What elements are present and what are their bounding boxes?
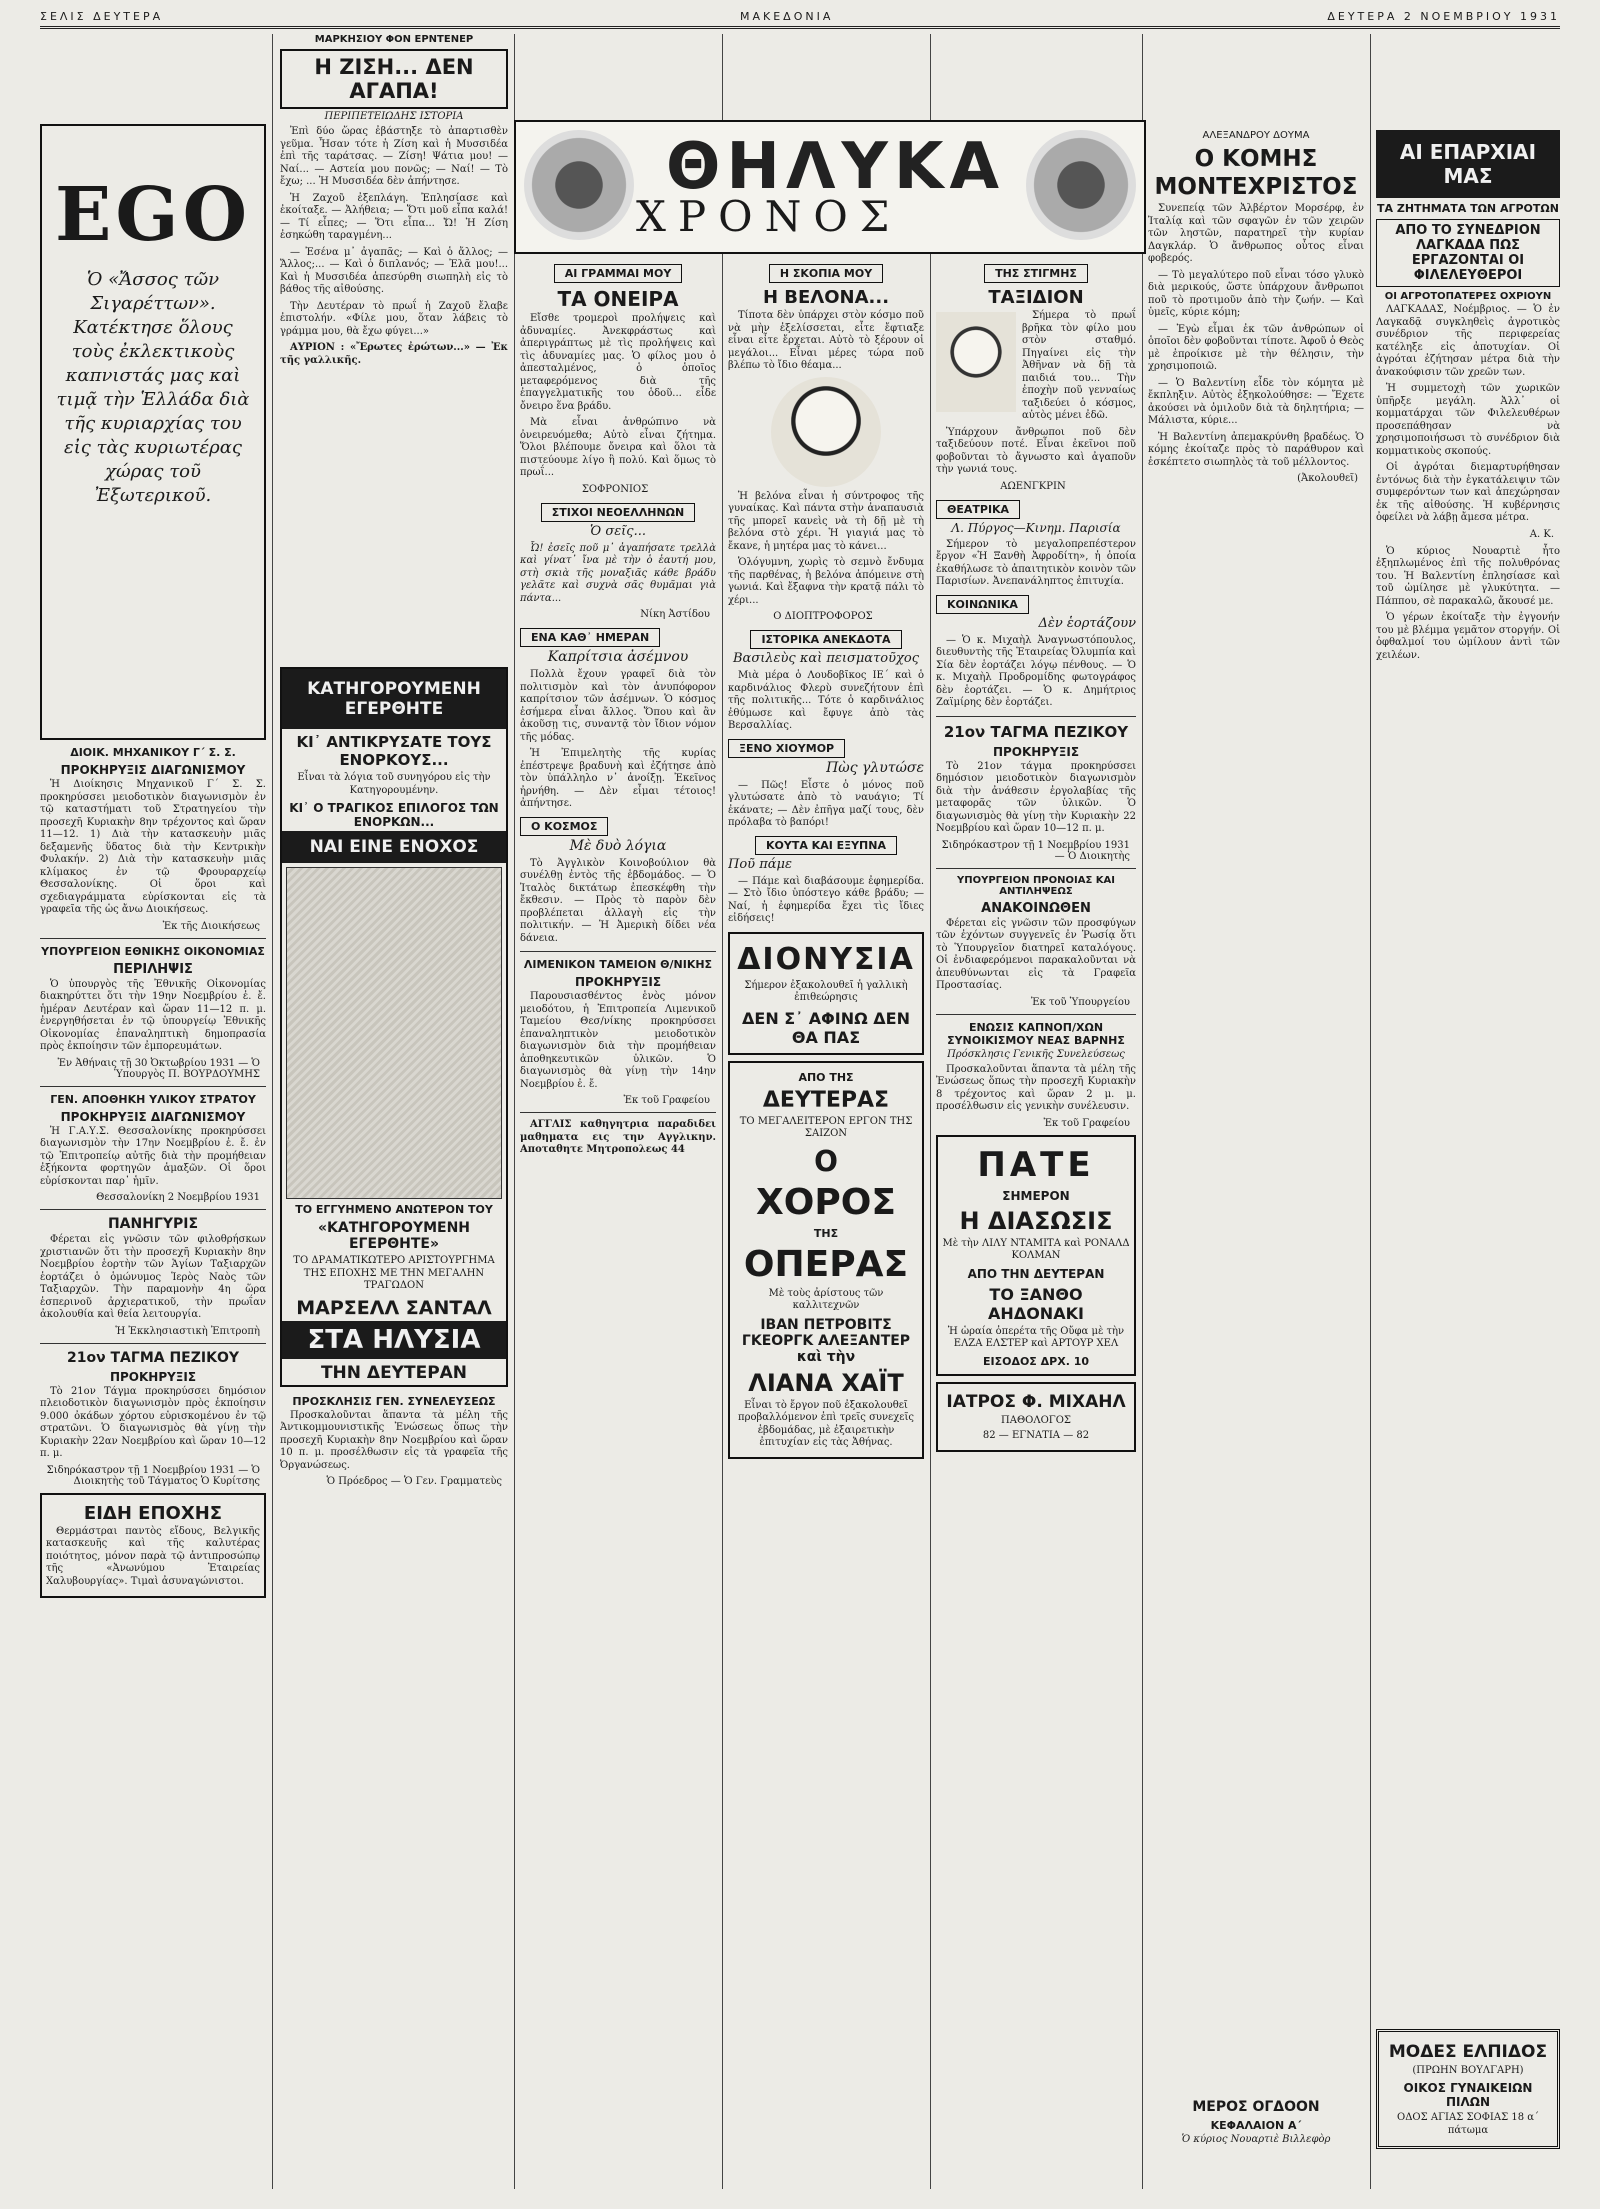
ad-line: ΣΤΑ ΗΛΥΣΙΑ [282, 1321, 506, 1359]
ad-line: Η ΔΙΑΣΩΣΙΣ [959, 1206, 1113, 1235]
notice-signature: Σιδηρόκαστρον τῇ 1 Νοεμβρίου 1931 — Ὁ Διοικητὴς [941, 839, 1130, 862]
serial-text: — Ὁ Βαλεντίνη εἶδε τὸν κόμητα μὲ ἔκπληξιν. Αὐτὸς ἐξηκολούθησε: — Ἔχετε ἀκούσει νὰ ὁμιλοῦν διὰ τὰ δηλητήρια; — Μάλιστα, κύριε... [1148, 377, 1364, 426]
serial-text: Συνεπείᾳ τῶν Ἀλβέρτον Μορσέρφ, ἐν Ἰταλίᾳ καὶ τῶν σφαγῶν ἐν τῶν χειρῶν τῶν ληστῶν, παρατηρεῖ τὴν κυρίαν Δαγκλάρ. Ὁ ἄνθρωπος οὗτος εἶναι φοβερός. [1148, 203, 1364, 264]
doctor-advertisement [936, 1382, 1136, 1452]
ad-line: Ο [814, 1144, 838, 1178]
story-text: — Ἐσένα μ᾽ ἀγαπᾶς; — Καὶ ὁ ἄλλος; — Ἄλλος;... — Καὶ ὁ διπλανός; — Ἐλᾶ μου!... Καὶ ἡ Μυσσιδέα ἀπεσύρθη σιωπηλὴ εἰς τὸ βάθος τῆς αἰθούσης. [280, 246, 508, 295]
ad-line: ΔΕΝ Σ᾽ ΑΦΙΝΩ ΔΕΝ ΘΑ ΠΑΣ [742, 1008, 910, 1047]
ad-line: ΛΙΑΝΑ ΧΑΪΤ [748, 1368, 904, 1397]
article-text: Πολλὰ ἔχουν γραφεῖ διὰ τὸν πολιτισμὸν καὶ τὸν ἀνυπόφορον καπρίτσιον τῶν ἀσέμνων. Ὁ κόσμος ἐσήμερα εἶναι ἄλλος. Ὅπου καὶ ἂν ἀκοῦσῃ τις, συναντᾷ τὸν ἴδιον νόμον τῆς μόδας. [520, 669, 716, 743]
section-tab: Η ΣΚΟΠΙΑ ΜΟΥ [769, 264, 883, 283]
article-headline: Η ΒΕΛΟΝΑ... [762, 287, 890, 308]
serial-text: Ὁ κύριος Νουαρτιὲ ἦτο ἐξηπλωμένος ἐπὶ τῆς πολυθρόνας του. Ἡ Βαλεντίνη ἐπλησίασε καὶ τοῦ ὡμίλησε μὲ γλυκύτητα. — Πάππου, σὲ παρακαλῶ, ἄκουσέ με. [1376, 545, 1560, 607]
portrait-sketch-icon [936, 312, 1016, 412]
article-text: — Ὁ κ. Μιχαὴλ Ἀναγνωστόπουλος, διευθυντὴς τῆς Ἑταιρείας Ὀλυμπία καὶ Σία δὲν ἑορτάζει λόγῳ πένθους. — Ὁ κ. Μιχαὴλ Προδρομίδης φωτογράφος δὲν ἑορτάζει. — Ὁ κ. Δημήτριος Ζαϊμίρης δὲν ἑορτάζει. [936, 634, 1136, 708]
article-signature: Α. Κ. [1529, 528, 1554, 540]
story-headline: Η ΖΙΣΗ... ΔΕΝ ΑΓΑΠΑ! [280, 49, 508, 109]
section-subheading: ΤΑ ΖΗΤΗΜΑΤΑ ΤΩΝ ΑΓΡΟΤΩΝ [1377, 202, 1559, 215]
ego-advertisement [40, 124, 266, 740]
section-tab: ΙΣΤΟΡΙΚΑ ΑΝΕΚΔΟΤΑ [750, 630, 901, 649]
article-headline: ΤΑ ΟΝΕΙΡΑ [557, 287, 679, 311]
cinema-advertisement [280, 667, 508, 1387]
poem-signature: Νίκη Ἀστίδου [640, 609, 710, 620]
ad-line: ΔΙΟΝΥΣΙΑ [737, 941, 915, 977]
ego-title: EGO [54, 172, 252, 258]
ad-line: «ΚΑΤΗΓΟΡΟΥΜΕΝΗ ΕΓΕΡΘΗΤΕ» [317, 1220, 471, 1252]
ad-line: ΤΟ ΞΑΝΘΟ ΑΗΔΟΝΑΚΙ [988, 1284, 1084, 1323]
divider [520, 1112, 716, 1113]
notice-text: Προσκαλοῦνται ἅπαντα τὰ μέλη τῆς Ἀντικομμουνιστικῆς Ἐνώσεως ὅπως τὴν προσεχῆ Κυριακὴν 8ην Νοεμβρίου καὶ ὥραν 10 π. μ. προσέλθωσιν εἰς τὰ γραφεῖα τῆς Ὀργανώσεως. [280, 1409, 508, 1471]
ad-line: Σήμερον ἐξακολουθεῖ ἡ γαλλικὴ ἐπιθεώρησις [744, 979, 908, 1003]
notice-text: Τὸ 21ον Τάγμα προκηρύσσει δημόσιον πλειοδοτικὸν διαγωνισμὸν πρὸς ἐκποίησιν 9.000 ὀκάδων χόρτου εὑρισκομένου ἐν τῷ στρατῶνι. Ὁ διαγωνισμὸς θὰ γίνῃ τὴν Κυριακὴν 22αν Νοεμβρίου καὶ ὥραν 10—12 π. μ. [40, 1385, 266, 1459]
cinema-advertisement [936, 1135, 1136, 1376]
woman-illustration-icon [524, 130, 634, 240]
ad-line: ΤΗΣ [813, 1226, 839, 1240]
masthead-band [40, 8, 1560, 29]
story-text: Ἡ Ζαχοῦ ἐξεπλάγη. Ἐπλησίασε καὶ ἐκοίταξε. — Ἀλήθεια; — Ὅτι μοῦ εἶπα καλά! — Τί εἶπες; — Ὅτι εἶπα... Ὤ! Ἡ Ζίση ἐσηκώθη ταραγμένη... [280, 192, 508, 241]
serial-text: Ὁ γέρων ἐκοίταξε τὴν ἐγγονήν του μὲ βλέμμα γεμᾶτον στοργήν. Οἱ ὀφθαλμοί του ὡμίλουν ἀντὶ τῶν χειλέων. [1376, 612, 1560, 661]
column-rule [722, 34, 723, 2189]
ad-line: (ΠΡΩΗΝ ΒΟΥΛΓΑΡΗ) [1412, 2064, 1524, 2076]
article-text: Σήμερον τὸ μεγαλοπρεπέστερον ἔργον «Ἡ Ξανθὴ Ἀφροδίτη», ἡ ὁποία ἐκαθήλωσε τὸ ἀπαιτητικὸν κοινὸν τῶν Παρισίων. Ἀνεπανάληπτος ἐπιτυχία. [936, 538, 1136, 587]
notice-heading: ΥΠΟΥΡΓΕΙΟΝ ΕΘΝΙΚΗΣ ΟΙΚΟΝΟΜΙΑΣ [41, 944, 265, 958]
ad-line: ΔΕΥΤΕΡΑΣ [762, 1087, 890, 1113]
ad-line: ΟΙΚΟΣ ΓΥΝΑΙΚΕΙΩΝ ΠΙΛΩΝ [1403, 2081, 1533, 2109]
article-headline: Καπρίτσια ἀσέμνου [547, 649, 689, 665]
notice-signature: Σιδηρόκαστρον τῇ 1 Νοεμβρίου 1931 — Ὁ Διοικητὴς τοῦ Τάγματος Ὁ Κυρίτσης [46, 1464, 260, 1487]
article-headline: Ποῦ πάμε [728, 856, 792, 872]
ad-line: ΚΑΤΗΓΟΡΟΥΜΕΝΗ ΕΓΕΡΘΗΤΕ [282, 669, 506, 729]
ad-line: Εἶναι τὰ λόγια τοῦ συνηγόρου εἰς τὴν Κατηγορουμένην. [297, 772, 491, 796]
article-text: — Πάμε καὶ διαβάσουμε ἐφημερίδα. — Στὸ ἴδιο ὑπόστεγο κάθε βράδυ; — Ναί, ἡ ἐφημερίδα ἔχει τὶς ἴδιες εἰδήσεις! [728, 875, 924, 924]
ad-line: ΟΔΟΣ ΑΓΙΑΣ ΣΟΦΙΑΣ 18 α΄ πάτωμα [1397, 2112, 1539, 2136]
cinema-advertisement [728, 1061, 924, 1459]
ad-line: ΙΑΤΡΟΣ Φ. ΜΙΧΑΗΛ [946, 1391, 1126, 1412]
notice-subheading: ΠΡΟΚΗΡΥΞΙΣ [574, 975, 662, 989]
article-text: Ὁλόγυμνη, χωρὶς τὸ σεμνὸ ἔνδυμα τῆς παρθένας, ἡ βελόνα ἀπόμεινε στὴ γωνιά. Καὶ ἔξαφνα τὴν κρατᾷ πάλι τὸ χέρι... [728, 557, 924, 606]
column-6 [1148, 34, 1364, 2189]
classified-ad: ΑΓΓΛΙΣ καθηγητρια παραδιδει μαθηματα εις την Αγγλικην. Αποταθητε Μητροπολεως 44 [520, 1119, 716, 1155]
column-rule [514, 34, 515, 2189]
divider [40, 1343, 266, 1344]
ad-line: ΜΟΔΕΣ ΕΛΠΙΔΟΣ [1388, 2041, 1548, 2062]
ad-line: Ἡ ὡραία ὀπερέτα τῆς Οὔφα μὲ τὴν ΕΛΖΑ ΕΛΣΤΕΡ καὶ ΑΡΤΟΥΡ ΧΕΛ [947, 1325, 1125, 1349]
notice-text: Ὁ ὑπουργὸς τῆς Ἐθνικῆς Οἰκονομίας διακηρύττει ὅτι τὴν 19ην Νοεμβρίου ἐ. ἔ. ἡμέραν Δευτέραν καὶ ὥραν 11—12 π. μ. ἐνεργηθήσεται ἐν τῷ ὑπουργείῳ Ἐθνικῆς Οἰκονομίας ἐπαναληπτικὴ δημοπρασία πρὸς ἐκποίησιν τῶν ἐμπορευμάτων. [40, 978, 266, 1052]
section-headline: ΑΙ ΕΠΑΡΧΙΑΙ ΜΑΣ [1376, 130, 1560, 198]
divider [40, 1209, 266, 1210]
article-subheading: ΟΙ ΑΓΡΟΤΟΠΑΤΕΡΕΣ ΟΧΡΙΟΥΝ [1384, 291, 1552, 302]
ad-line: ΣΗΜΕΡΟΝ [1002, 1188, 1070, 1203]
actress-portrait-image [286, 867, 502, 1199]
article-text: Οἱ ἀγρόται διεμαρτυρήθησαν ἐντόνως διὰ τὴν ἐγκατάλειψιν τῶν συμφερόντων των καὶ ἀπεχώρησαν ἐκ τῆς αἰθούσης. Ἡ κυβέρνησις ὀφείλει νὰ λάβῃ ἄμεσα μέτρα. [1376, 462, 1560, 523]
article-text: Ἡ βελόνα εἶναι ἡ σύντροφος τῆς γυναίκας. Καὶ πάντα στὴν ἀναπαυσιὰ τῆς μπορεῖ κανεὶς νὰ τὴ δῇ μὲ τὴ βελόνα στὸ χέρι. Ἡ γιαγιά μας τὸ ἔκανε, ἡ μητέρα μας τὸ κάνει... [728, 490, 924, 552]
ad-line: ΚΙ᾽ ΑΝΤΙΚΡΥΣΑΤΕ ΤΟΥΣ ΕΝΟΡΚΟΥΣ... [296, 733, 492, 769]
story-text: Ἐπὶ δύο ὥρας ἐβάστηξε τὸ ἀπαρτισθὲν γεῦμα. Ἦσαν τότε ἡ Ζίση καὶ ἡ Μυσσιδέα ἐπὶ τῆς ταράτσας. — Ζίση! Ψάτια μου! — Ναί... — Αστεία μου πονῶς; — Ναί! — Τὸ ἔχω; ... Ἡ Μυσσιδέα δὲν ἀπήντησε. [280, 126, 508, 187]
notice-heading: ΛΙΜΕΝΙΚΟΝ ΤΑΜΕΙΟΝ Θ/ΝΙΚΗΣ [523, 958, 713, 971]
ad-heading: ΕΙΔΗ ΕΠΟΧΗΣ [83, 1502, 223, 1524]
column-rule [272, 34, 273, 2189]
notice-heading: ΠΡΟΣΚΛΗΣΙΣ ΓΕΝ. ΣΥΝΕΛΕΥΣΕΩΣ [292, 1394, 496, 1408]
divider [936, 868, 1136, 869]
section-tab: ΚΟΙΝΩΝΙΚΑ [936, 595, 1029, 614]
article-signature: Ο ΔΙΟΠΤΡΟΦΟΡΟΣ [773, 611, 873, 622]
notice-heading: ΠΑΝΗΓΥΡΙΣ [107, 1216, 199, 1232]
serial-text: — Ἐγὼ εἶμαι ἐκ τῶν ἀνθρώπων οἱ ὁποῖοι δὲν φοβοῦνται τίποτε. Ἀφοῦ ὁ Θεὸς μὲ ἐπροίκισε μὲ τὴν θέλησιν, τὴν χρησιμοποιῶ. [1148, 323, 1364, 372]
notice-text: Ἡ Διοίκησις Μηχανικοῦ Γ΄ Σ. Σ. προκηρύσσει μειοδοτικὸν διαγωνισμὸν ἐν τῷ καταστήματι τοῦ Στρατηγείου τὴν προσεχῆ Κυριακὴν 8ην τρέχοντος καὶ ὥραν 11—12. 1) Διὰ τὴν κατασκευὴν μιᾶς δεξαμενῆς ὕδατος διὰ τὴν Κεντρικὴν Φυλακήν. 2) Διὰ τὴν κατασκευὴν μιᾶς κλίμακος ἐν τῷ Φρουραρχείῳ Θεσσαλονίκης. Οἱ ὅροι καὶ σχεδιαγράμματα εὑρίσκονται εἰς τὰ γραφεῖα τῆς ὡς ἄνω Διοικήσεως. [40, 779, 266, 915]
ad-line: ΤΟ ΔΡΑΜΑΤΙΚΩΤΕΡΟ ΑΡΙΣΤΟΥΡΓΗΜΑ ΤΗΣ ΕΠΟΧΗΣ ΜΕ ΤΗΝ ΜΕΓΑΛΗΝ ΤΡΑΓΩΔΟΝ [293, 1255, 495, 1291]
article-text: — Πῶς! Εἶστε ὁ μόνος ποῦ γλυτώσατε ἀπὸ τὸ ναυάγιο; Τί ἐκάνατε; — Δὲν ἐπῆγα μαζί τους, δὲν πρόλαβα τὸ βαπόρι! [728, 779, 924, 828]
masthead-right: ΔΕΥΤΕΡΑ 2 ΝΟΕΜΒΡΙΟΥ 1931 [1327, 10, 1560, 23]
story-text: Τὴν Δευτέραν τὸ πρωΐ ἡ Ζαχοῦ ἔλαβε ἐπιστολήν. «Φίλε μου, ὅταν λάβεις τὸ γράμμα μου, θὰ ἔχω φύγει...» [280, 300, 508, 337]
divider [40, 1086, 266, 1087]
section-tab: ΤΗΣ ΣΤΙΓΜΗΣ [984, 264, 1088, 283]
divider [936, 716, 1136, 717]
ad-line: 82 — ΕΓΝΑΤΙΑ — 82 [982, 1430, 1090, 1441]
article-text: Εἴσθε τρομεροὶ προλήψεις καὶ ἀδυναμίες. Ἀνεκφράστως καὶ ἀπεριγράπτως μὲ τὶς προλήψεις καὶ τὶς ἀδυναμίες μας. Ὁ φίλος μου ὁ ἀπεσταλμένος, ὁ ὁποῖος μεταφερόμενος διὰ τῆς ἐπαγγελματικῆς του ὁδοῦ... εἶδε ὄνειρο ἕνα βράδυ. [520, 313, 716, 412]
notice-subheading: ΠΕΡΙΛΗΨΙΣ [113, 961, 193, 977]
notice-subheading: ΠΡΟΚΗΡΥΞΙΣ [109, 1369, 197, 1384]
article-headline: ΑΠΟ ΤΟ ΣΥΝΕΔΡΙΟΝ ΛΑΓΚΑΔΑ ΠΩΣ ΕΡΓΑΖΟΝΤΑΙ ΟΙ ΦΙΛΕΛΕΥΘΕΡΟΙ [1376, 219, 1560, 287]
section-tab: ΚΟΥΤΑ ΚΑΙ ΕΞΥΠΝΑ [755, 836, 897, 855]
column-2 [280, 34, 508, 2189]
masthead-center: ΜΑΚΕΔΟΝΙΑ [740, 10, 834, 23]
notice-signature: Ἐκ τοῦ Γραφείου [623, 1095, 710, 1106]
hat-shop-advertisement [1376, 2029, 1560, 2150]
notice-signature: Ἐκ τῆς Διοικήσεως [162, 920, 260, 932]
notice-heading: ΔΙΟΙΚ. ΜΗΧΑΝΙΚΟΥ Γ΄ Σ. Σ. [70, 746, 236, 759]
ad-line: Μὲ τοὺς ἀρίστους τῶν καλλιτεχνῶν [768, 1287, 884, 1311]
woman-illustration-icon [1026, 130, 1136, 240]
advertisement-box [40, 1493, 266, 1599]
notice-text: Προσκαλοῦνται ἅπαντα τὰ μέλη τῆς Ἐνώσεως ὅπως τὴν προσεχῆ Κυριακὴν 8 τρέχοντος καὶ ὥραν 2 μ. μ. προσέλθωσιν εἰς γενικὴν συνέλευσιν. [936, 1063, 1136, 1112]
story-text: ΑΥΡΙΟΝ : «Ἔρωτες ἐρώτων...» — Ἐκ τῆς γαλλικῆς. [280, 342, 508, 366]
ad-line: ΤΟ ΜΕΓΑΛΕΙΤΕΡΟΝ ΕΡΓΟΝ ΤΗΣ ΣΑΙΖΟΝ [739, 1115, 913, 1139]
notice-text: Φέρεται εἰς γνῶσιν τῶν φιλοθρήσκων χριστιανῶν ὅτι τὴν προσεχῆ Κυριακὴν 8ην Νοεμβρίου ἑορτὴν τῶν Ἁγίων Ταξιαρχῶν ἑορτάζει ὁ ὁμώνυμος Ἱερὸς Ναὸς τῶν Ταξιαρχῶν. Τὴν παραμονὴν 4η ὥρα ἑσπερινοῦ ἀρχιερατικοῦ, τὴν πρωΐαν ἀκολουθία καὶ θεία λειτουργία. [40, 1234, 266, 1320]
section-tab: ΣΤΙΧΟΙ ΝΕΟΕΛΛΗΝΩΝ [541, 503, 695, 522]
column-4 [728, 262, 924, 2189]
column-3 [520, 262, 716, 2189]
ego-text: Ὁ «Ἄσσος τῶν Σιγαρέττων». Κατέκτησε ὅλους τοὺς ἐκλεκτικοὺς καπνιστάς μας καὶ τιμᾷ τὴν Ἑλλάδα διὰ τῆς κυριαρχίας του εἰς τὰς κυριωτέρας χώρας τοῦ Ἐξωτερικοῦ. [56, 269, 250, 506]
poem-title: Ὁ σεῖς... [590, 523, 646, 539]
notice-text: Φέρεται εἰς γνῶσιν τῶν προσφύγων τῶν ἐχόντων συγγενεῖς ἐν Ῥωσίᾳ ὅτι τὸ Ὑπουργεῖον διατηρεῖ καταλόγους. Οἱ ἐνδιαφερόμενοι παρακαλοῦνται νὰ ἀπευθύνωνται εἰς τὰ Γραφεῖα Προστασίας. [936, 917, 1136, 991]
serial-chapter-title: Ὁ κύριος Νουαρτιὲ Βιλλεφὸρ [1181, 2134, 1331, 2145]
ad-line: ΝΑΙ ΕΙΝΕ ΕΝΟΧΟΣ [282, 831, 506, 863]
article-headline: Δὲν ἑορτάζουν [1038, 615, 1136, 631]
column-rule [1142, 34, 1143, 2189]
article-headline: Μὲ δυὸ λόγια [569, 837, 667, 854]
notice-subheading: ΠΡΟΚΗΡΥΞΙΣ ΔΙΑΓΩΝΙΣΜΟΥ [60, 1109, 246, 1124]
ad-line: ΙΒΑΝ ΠΕΤΡΟΒΙΤΣ ΓΚΕΟΡΓΚ ΑΛΕΞΑΝΤΕΡ καὶ τὴν [741, 1316, 911, 1365]
article-text: ΛΑΓΚΑΔΑΣ, Νοέμβριος. — Ὁ ἐν Λαγκαδᾷ συγκληθεὶς ἀγροτικὸς συνέδριον τῆς περιφερείας κατέληξε εἰς ἀποτυχίαν. Οἱ ἀγρόται ἐζήτησαν μέτρα διὰ τὴν ἀνακούφισιν τῶν χρεῶν των. [1376, 304, 1560, 378]
article-text: Τὸ Ἀγγλικὸν Κοινοβούλιον θὰ συνέλθῃ ἐντὸς τῆς ἑβδομάδος. — Ὁ Ἰταλὸς δικτάτωρ ἐπεσκέφθη τὴν ἔκθεσιν. — Πρὸς τὸ παρὸν δὲν προβλέπεται ἀλλαγὴ εἰς τὴν πολιτικήν. — Ἡ Ἀμερικὴ δίδει νέα δάνεια. [520, 857, 716, 944]
column-rule [930, 34, 931, 2189]
notice-text: Ἡ Γ.Α.Υ.Σ. Θεσσαλονίκης προκηρύσσει διαγωνισμὸν τὴν 17ην Νοεμβρίου ἐ. ἔ. ἐν τῷ Ἐπιτροπείῳ αὐτῆς διὰ τὴν προμήθειαν ἐξήκοντα φορτηγῶν ἁμαξῶν. Οἱ ὅροι εὑρίσκονται παρ᾽ ἡμῖν. [40, 1125, 266, 1187]
notice-subheading: ΠΡΟΚΗΡΥΞΙΣ [992, 744, 1080, 759]
article-headline: Βασιλεὺς καὶ πεισματοῦχος [733, 651, 919, 666]
notice-signature: Ὁ Πρόεδρος — Ὁ Γεν. Γραμματεὺς [326, 1476, 502, 1487]
article-text: Ὑπάρχουν ἄνθρωποι ποῦ δὲν ταξιδεύουν ποτέ. Εἶναι ἐκεῖνοι ποῦ φοβοῦνται τὸ ἄγνωστο καὶ ἀγαποῦν τὴν γωνιά τους. [936, 426, 1136, 475]
article-text: Τίποτα δὲν ὑπάρχει στὸν κόσμο ποῦ νὰ μὴν ἐξελίσσεται, εἶτε ἔφτιαξε εἶναι εἶτε ἔρχεται. Αὐτὸ τὸ ξέρουν οἱ μεγάλοι... Εἶναι μέρες τώρα ποῦ βλέπω τὸ ἴδιο θέαμα... [728, 310, 924, 371]
notice-heading: 21ον ΤΑΓΜΑ ΠΕΖΙΚΟΥ [943, 722, 1129, 741]
story-subheading: ΠΕΡΙΠΕΤΕΙΩΔΗΣ ΙΣΤΟΡΙΑ [324, 111, 464, 122]
notice-subheading: ΑΝΑΚΟΙΝΩΘΕΝ [981, 900, 1091, 916]
story-kicker: ΜΑΡΚΗΣΙΟΥ ΦΟΝ ΕΡΝΤΕΝΕΡ [314, 34, 474, 45]
serial-part: ΜΕΡΟΣ ΟΓΔΟΟΝ [1192, 2099, 1320, 2115]
column-rule [1370, 34, 1371, 2189]
serial-title: Ο ΚΟΜΗΣ ΜΟΝΤΕΧΡΙΣΤΟΣ [1154, 146, 1358, 200]
divider [40, 938, 266, 939]
notice-signature: Ἐκ τοῦ Γραφείου [1043, 1117, 1130, 1129]
notice-signature: Θεσσαλονίκη 2 Νοεμβρίου 1931 [96, 1192, 260, 1203]
ad-line: ΟΠΕΡΑΣ [743, 1243, 909, 1285]
section-tab: ΑΙ ΓΡΑΜΜΑΙ ΜΟΥ [554, 264, 683, 283]
article-text: Σήμερα τὸ πρωΐ βρῆκα τὸν φίλο μου στὸν σταθμό. Πηγαίνει εἰς τὴν Ἀθῆναν νὰ δῇ τὰ παιδιά του... Τὴν ἐποχὴν ποῦ γενναίως ταξιδεύει ὁ κόσμος, αὐτὸς μένει ἐδῶ. [1022, 310, 1136, 421]
ad-line: ΤΗΝ ΔΕΥΤΕΡΑΝ [320, 1362, 468, 1383]
ad-text: Θερμάστραι παντὸς εἴδους, Βελγικῆς κατασκευῆς καὶ τῆς καλυτέρας ποιότητος, μόνον παρὰ τῷ ἀντιπροσώπῳ τῆς «Ἀνωνύμου Ἑταιρείας Χαλυβουργίας». Τιμαὶ ἀσυναγώνιστοι. [46, 1525, 260, 1587]
theater-advertisement [728, 932, 924, 1055]
ad-line: ΑΠΟ ΤΗΣ [798, 1070, 854, 1084]
ad-line: ΠΑΤΕ [977, 1144, 1095, 1185]
divider [936, 1014, 1136, 1015]
column-7 [1376, 34, 1560, 2189]
divider [520, 951, 716, 952]
ad-line: ΕΙΣΟΔΟΣ ΔΡΧ. 10 [982, 1354, 1090, 1368]
notice-signature: Ἐν Ἀθήναις τῇ 30 Ὀκτωβρίου 1931 — Ὁ Ὑπουργὸς Π. ΒΟΥΡΔΟΥΜΗΣ [57, 1057, 260, 1080]
notice-heading: ΥΠΟΥΡΓΕΙΟΝ ΠΡΟΝΟΙΑΣ ΚΑΙ ΑΝΤΙΛΗΨΕΩΣ [956, 874, 1115, 897]
serial-text: — Τὸ μεγαλύτερο ποῦ εἶναι τόσο γλυκὸ διὰ μερικούς, ὥστε ὑπάρχουν ἄνθρωποι ποῦ τὸ προτιμοῦν ἀπὸ τὴν ζωήν. — Καὶ ὑμεῖς, κύριε κόμη; [1148, 269, 1364, 318]
notice-text: Παρουσιασθέντος ἑνὸς μόνον μειοδότου, ἡ Ἐπιτροπεία Λιμενικοῦ Ταμείου Θεσ/νίκης προκηρύσσει ἐπαναληπτικὸν μειοδοτικὸν διαγωνισμὸν διὰ τὴν προμήθειαν ἀποθηκευτικῶν ὑλικῶν. Ὁ διαγωνισμὸς θὰ γίνῃ τὴν 14ην Νοεμβρίου ἐ. ἔ. [520, 991, 716, 1090]
masthead-left: ΣΕΛΙΣ ΔΕΥΤΕΡΑ [40, 10, 164, 23]
notice-heading: 21ον ΤΑΓΜΑ ΠΕΖΙΚΟΥ [67, 1349, 239, 1366]
section-tab: Ο ΚΟΣΜΟΣ [520, 817, 608, 836]
article-signature: ΣΟΦΡΟΝΙΟΣ [581, 483, 649, 495]
ad-line: ΤΟ ΕΓΓΥΗΜΕΝΟ ΑΝΩΤΕΡΟΝ ΤΟΥ [295, 1203, 493, 1216]
column-5 [936, 262, 1136, 2189]
article-text: Ἡ Ἐπιμελητὴς τῆς κυρίας ἐπέστρεψε βραδυνὴ καὶ ἐζήτησε ἀπὸ τὸν ὑπάλληλο ν᾽ ἀνοίξῃ. Ἐκεῖνος ἠρνήθη. — Δὲν εἶμαι τέτοιος! ἀπήντησε. [520, 748, 716, 809]
notice-subheading: ΠΡΟΚΗΡΥΞΙΣ ΔΙΑΓΩΝΙΣΜΟΥ [60, 763, 246, 777]
serial-text: Ἡ Βαλεντίνη ἀπεμακρύνθη βραδέως. Ὁ κόμης ἐκοίταζε πρὸς τὸ παράθυρον καὶ ἐσκέπτετο σιωπηλὸς τὰ τοῦ μέλλοντος. [1148, 431, 1364, 468]
ad-line: Εἶναι τὸ ἔργον ποῦ ἐξακολουθεῖ προβαλλόμενον ἐπὶ τρεῖς συνεχεῖς ἑβδομάδας, μὲ ἐξαιρετικὴν ἐπιτυχίαν εἰς τὰς Ἀθήνας. [738, 1399, 914, 1448]
column-1 [40, 34, 266, 2189]
serial-author: ΑΛΕΞΑΝΔΡΟΥ ΔΟΥΜΑ [1202, 130, 1310, 141]
ad-line: ΠΑΘΟΛΟΓΟΣ [1001, 1414, 1071, 1426]
article-signature: ΑΩΕΝΓΚΡΙΝ [1000, 480, 1066, 492]
article-headline: Πὼς γλυτώσε [826, 759, 924, 776]
notice-signature: Ἡ Ἐκκλησιαστικὴ Ἐπιτροπὴ [115, 1325, 260, 1337]
ad-line: ΑΠΟ ΤΗΝ ΔΕΥΤΕΡΑΝ [967, 1266, 1105, 1281]
serial-chapter: ΚΕΦΑΛΑΙΟΝ Α΄ [1210, 2119, 1302, 2132]
section-tab: ΘΕΑΤΡΙΚΑ [936, 500, 1020, 519]
article-headline: ΤΑΞΙΔΙΟΝ [988, 287, 1084, 308]
article-text: Ἡ συμμετοχὴ τῶν χωρικῶν ὑπῆρξε μεγάλη. Ἀλλ᾽ οἱ κομματάρχαι τῶν Φιλελευθέρων προσεπάθησαν νὰ χρησιμοποιήσωσι τὸ συνέδριον διὰ κομματικοὺς σκοπούς. [1376, 383, 1560, 457]
notice-heading: ΕΝΩΣΙΣ ΚΑΠΝΟΠ/ΧΩΝ ΣΥΝΟΙΚΙΣΜΟΥ ΝΕΑΣ ΒΑΡΝΗΣ [947, 1020, 1125, 1047]
notice-text: Τὸ 21ον τάγμα προκηρύσσει δημόσιον μειοδοτικὸν διαγωνισμὸν διὰ τὴν ἀνάθεσιν ἐργολαβίας τῆς μεταφορᾶς τῶν ὑλικῶν. Ὁ διαγωνισμὸς θὰ γίνῃ τὴν Κυριακὴν 22 Νοεμβρίου καὶ ὥραν 10—12 π. μ. [936, 760, 1136, 834]
notice-signature: Ἐκ τοῦ Ὑπουργείου [1030, 996, 1130, 1008]
banner-title: ΘΗΛΥΚΑ [666, 130, 1005, 204]
cartoon-face-icon [771, 377, 881, 487]
banner-subtitle: ΧΡΟΝΟΣ [636, 192, 902, 241]
serial-continued: (Ἀκολουθεῖ) [1297, 473, 1358, 484]
section-banner [514, 120, 1146, 254]
section-tab: ΞΕΝΟ ΧΙΟΥΜΟΡ [728, 739, 845, 758]
section-tab: ΕΝΑ ΚΑΘ᾽ ΗΜΕΡΑΝ [520, 628, 660, 647]
notice-subheading: Πρόσκλησις Γενικῆς Συνελεύσεως [947, 1048, 1125, 1060]
poem-text: Ὦ! ἐσεῖς ποῦ μ᾽ ἀγαπήσατε τρελλὰ καὶ γίνατ᾽ ἴνα μὲ τὴν ὁ ἑαυτή μου, στὴ σκιὰ τῆς μοναξιᾶς κάθε βράδυ γελᾶτε καὶ συχνὰ σᾶς θυμᾶμαι γιὰ πάντα... [520, 542, 716, 604]
ad-line: Μὲ τὴν ΛΙΛΥ ΝΤΑΜΙΤΑ καὶ ΡΟΝΑΛΔ ΚΟΛΜΑΝ [942, 1237, 1130, 1261]
ad-line: ΚΙ᾽ Ο ΤΡΑΓΙΚΟΣ ΕΠΙΛΟΓΟΣ ΤΩΝ ΕΝΟΡΚΩΝ... [289, 801, 499, 829]
ad-line: ΧΟΡΟΣ [756, 1181, 896, 1223]
notice-heading: ΓΕΝ. ΑΠΟΘΗΚΗ ΥΛΙΚΟΥ ΣΤΡΑΤΟΥ [50, 1092, 256, 1106]
article-headline: Λ. Πύργος—Κινημ. Παρισία [951, 520, 1121, 535]
article-text: Μιὰ μέρα ὁ Λουδοβῖκος ΙΕ΄ καὶ ὁ καρδινάλιος Φλερὺ συνεζήτουν ἐπὶ τῆς πολιτικῆς... Τότε ὁ καρδινάλιος ἐθύμωσε καὶ ἔφυγε ἀπὸ τὰς Βερσαλλίας. [728, 670, 924, 731]
ad-line: ΜΑΡΣΕΛΛ ΣΑΝΤΑΛ [296, 1296, 492, 1319]
article-text: Μὰ εἶναι ἀνθρώπινο νὰ ὀνειρευόμεθα; Αὐτὸ εἶναι ζήτημα. Ὅλοι βλέπουμε ὄνειρα καὶ ὅλοι τὰ πιστεύουμε λίγο ἢ πολύ. Καὶ ὅμως τὸ πρωΐ... [520, 417, 716, 478]
